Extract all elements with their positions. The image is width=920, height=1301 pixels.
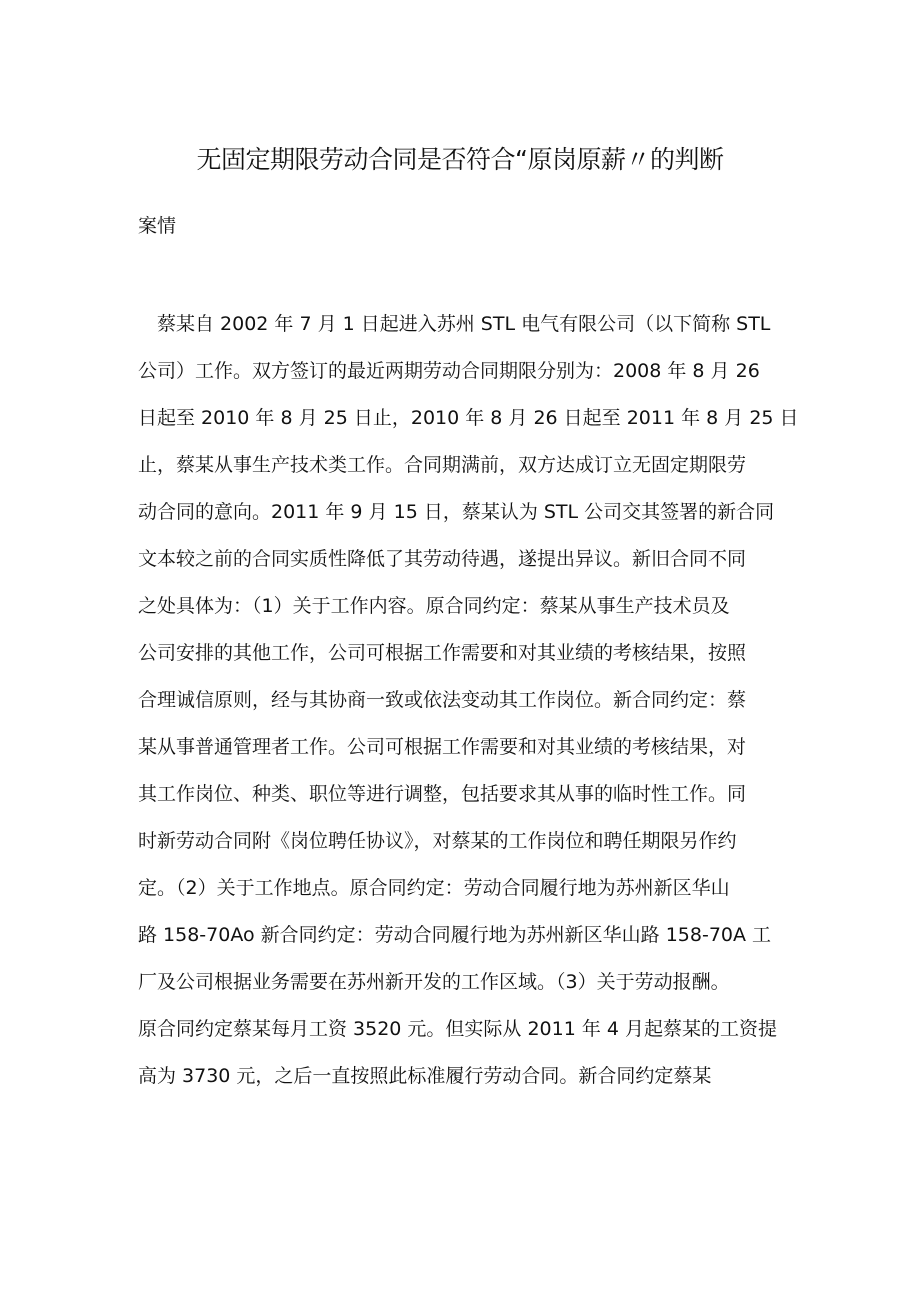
paragraph-line: 其工作岗位、种类、职位等进行调整，包括要求其从事的临时性工作。同 [138, 783, 747, 805]
paragraph-line: 合理诚信原则，经与其协商一致或依法变动其工作岗位。新合同约定：蔡 [138, 689, 747, 711]
paragraph-line: 公司安排的其他工作，公司可根据工作需要和对其业绩的考核结果，按照 [138, 642, 747, 664]
paragraph-line: 动合同的意向。2011 年 9 月 15 日，蔡某认为 STL 公司交其签署的新合同 [138, 501, 775, 523]
paragraph-line: 止，蔡某从事生产技术类工作。合同期满前，双方达成订立无固定期限劳 [138, 454, 747, 476]
paragraph-line: 原合同约定蔡某每月工资 3520 元。但实际从 2011 年 4 月起蔡某的工资提 [138, 1018, 778, 1040]
paragraph-line: 定。（2）关于工作地点。原合同约定：劳动合同履行地为苏州新区华山 [138, 877, 730, 899]
paragraph-line: 之处具体为：（1）关于工作内容。原合同约定：蔡某从事生产技术员及 [138, 595, 730, 617]
paragraph-line: 某从事普通管理者工作。公司可根据工作需要和对其业绩的考核结果，对 [138, 736, 747, 758]
paragraph-line: 高为 3730 元，之后一直按照此标准履行劳动合同。新合同约定蔡某 [138, 1065, 712, 1087]
section-heading-case: 案情 [138, 215, 177, 237]
paragraph-line: 蔡某自 2002 年 7 月 1 日起进入苏州 STL 电气有限公司（以下简称 STL [138, 313, 771, 335]
document-title: 无固定期限劳动合同是否符合“原岗原薪〃的判断 [196, 145, 724, 174]
paragraph-line: 厂及公司根据业务需要在苏州新开发的工作区域。（3）关于劳动报酬。 [138, 971, 730, 993]
paragraph-line: 公司）工作。双方签订的最近两期劳动合同期限分别为：2008 年 8 月 26 [138, 360, 760, 382]
paragraph-line: 时新劳动合同附《岗位聘任协议》，对蔡某的工作岗位和聘任期限另作约 [138, 830, 737, 852]
paragraph-line: 文本较之前的合同实质性降低了其劳动待遇，遂提出异议。新旧合同不同 [138, 548, 747, 570]
paragraph-line: 路 158-70Ao 新合同约定：劳动合同履行地为苏州新区华山路 158-70A 工 [138, 924, 772, 946]
paragraph-line: 日起至 2010 年 8 月 25 日止，2010 年 8 月 26 日起至 2011 年 8 月 25 日 [138, 407, 799, 429]
